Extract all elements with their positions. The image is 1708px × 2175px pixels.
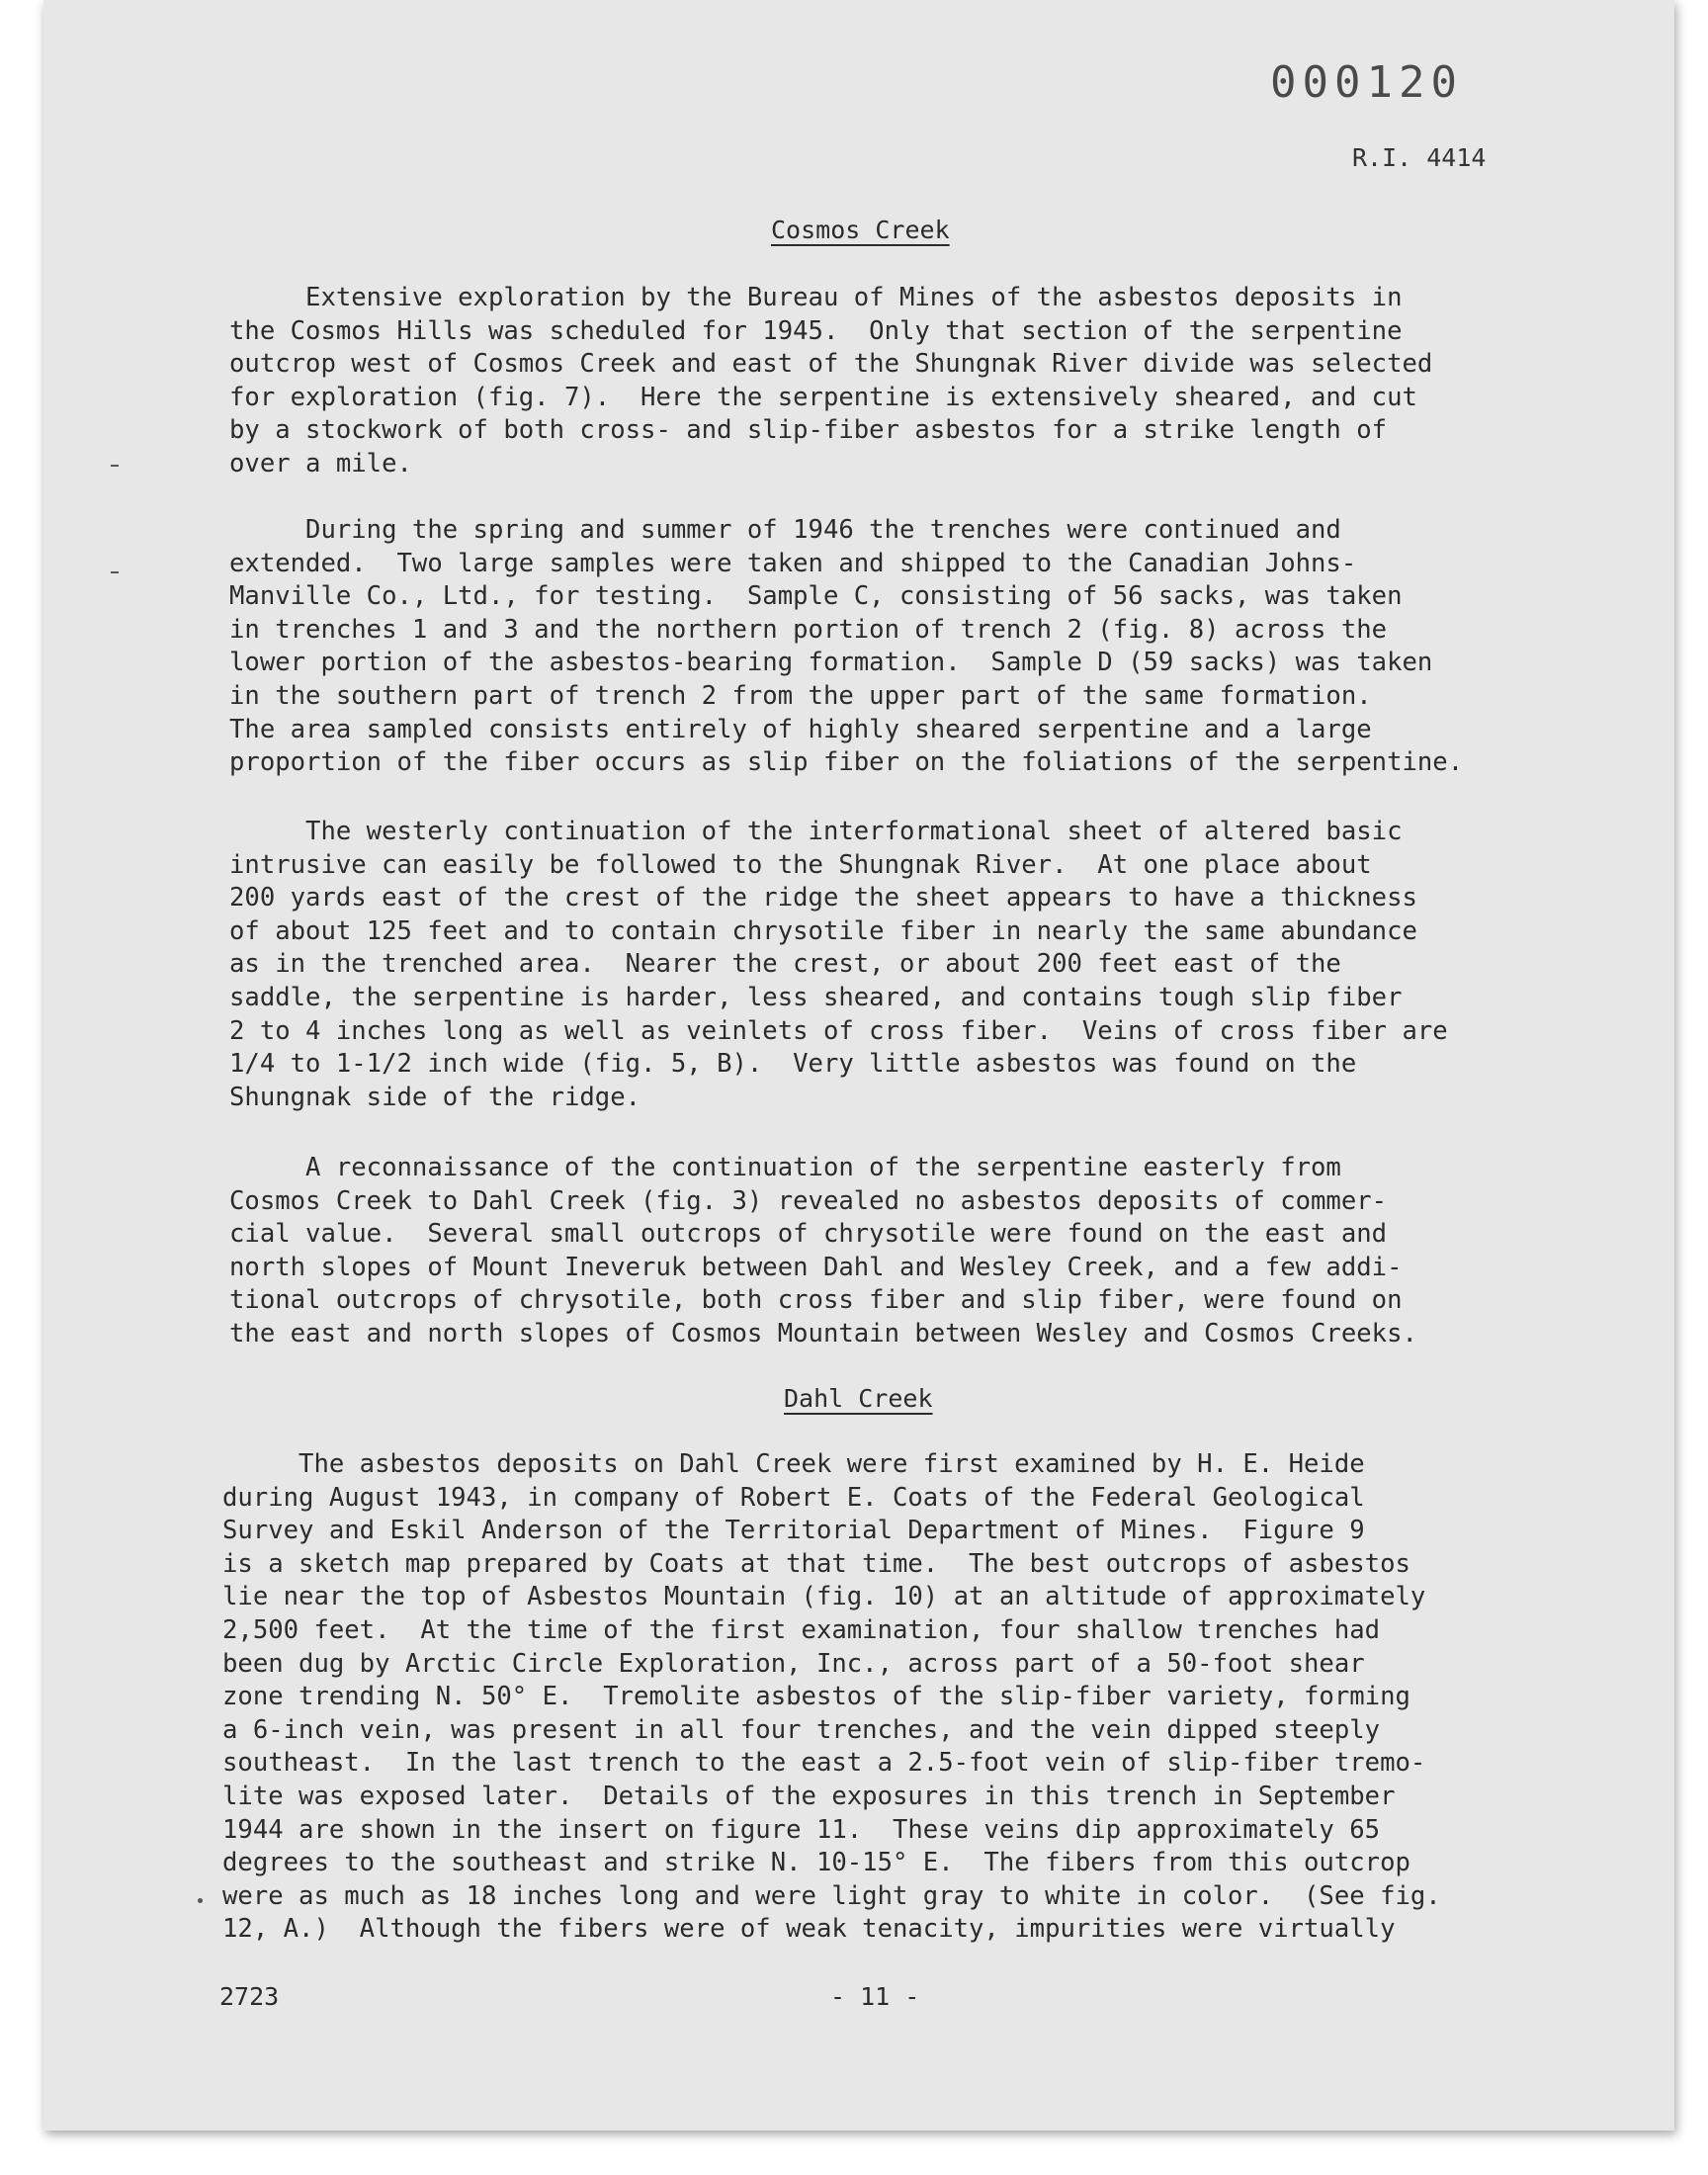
paragraph: The asbestos deposits on Dahl Creek were first examined by H. E. Heide during August 1943, in company of Robert E. Coats of the Federal Geological Survey and Eskil Anderson of the Territorial Department of Mines. Figure 9 is a sketch map prepared by Coats at that time. The best outcrops of asbestos lie near the top of Asbestos Mountain (fig. 10) at an altitude of approximately 2,500 feet. At the time of the first examination, four shallow trenches had been dug by Arctic Circle Exploration, Inc., across part of a 50-foot shear zone trending N. 50° E. Tremolite asbestos of the slip-fiber variety, forming a 6-inch vein, was present in all four trenches, and the vein dipped steeply southeast. In the last trench to the east a 2.5-foot vein of slip-fiber tremo- lite was exposed later. Details of the exposures in this trench in September 1944 are shown in the insert on figure 11. These veins dip approximately 65 degrees to the southeast and strike N. 10-15° E. The fibers from this outcrop were as much as 18 inches long and were light gray to white in color. (See fig. 12, A.) Although the fibers were of weak tenacity, impurities were virtually <box>222 1449 1441 1945</box>
margin-mark <box>111 571 119 573</box>
paragraph: The westerly continuation of the interformational sheet of altered basic intrusive can easily be followed to the Shungnak River. At one place about 200 yards east of the crest of the ridge the sheet appears to have a thickness of about 125 feet and to contain chrysotile fiber in nearly the same abundance as in the trenched area. Nearer the crest, or about 200 feet east of the saddle, the serpentine is harder, less sheared, and contains tough slip fiber 2 to 4 inches long as well as veinlets of cross fiber. Veins of cross fiber are 1/4 to 1-1/2 inch wide (fig. 5, B). Very little asbestos was found on the Shungnak side of the ridge. <box>229 817 1448 1112</box>
margin-mark <box>111 465 119 467</box>
paragraph: Extensive exploration by the Bureau of Mines of the asbestos deposits in the Cosmos Hills was scheduled for 1945. Only that section of the serpentine outcrop west of Cosmos Creek and east of the Shungnak River divide was selected for exploration (fig. 7). Here the serpentine is extensively sheared, and cut by a stockwork of both cross- and slip-fiber asbestos for a strike length of over a mile. <box>229 283 1433 478</box>
section-heading-cosmos-creek: Cosmos Creek <box>771 216 950 244</box>
page-number: - 11 - <box>830 1982 920 2011</box>
report-number: R.I. 4414 <box>1352 143 1487 172</box>
section-heading-dahl-creek: Dahl Creek <box>784 1384 933 1413</box>
margin-mark <box>198 1898 203 1903</box>
paragraph: During the spring and summer of 1946 the trenches were continued and extended. Two large samples were taken and shipped to the Canadian Johns- Manville Co., Ltd., for testing. Sample C, consisting of 56 sacks, was taken in trenches 1 and 3 and the northern portion of trench 2 (fig. 8) across the lower portion of the asbestos-bearing formation. Sample D (59 sacks) was taken in the southern part of trench 2 from the upper part of the same formation. The area sampled consists entirely of highly sheared serpentine and a large proportion of the fiber occurs as slip fiber on the foliations of the serpentine. <box>229 515 1464 778</box>
paragraph: A reconnaissance of the continuation of the serpentine easterly from Cosmos Creek to Dahl Creek (fig. 3) revealed no asbestos deposits of commer- cial value. Several small outcrops of chrysotile were found on the east and north slopes of Mount Ineveruk between Dahl and Wesley Creek, and a few addi- tional outcrops of chrysotile, both cross fiber and slip fiber, were found on the east and north slopes of Cosmos Mountain between Wesley and Cosmos Creeks. <box>229 1153 1417 1348</box>
page-stamp-number: 000120 <box>1270 57 1463 108</box>
document-code: 2723 <box>219 1982 280 2011</box>
